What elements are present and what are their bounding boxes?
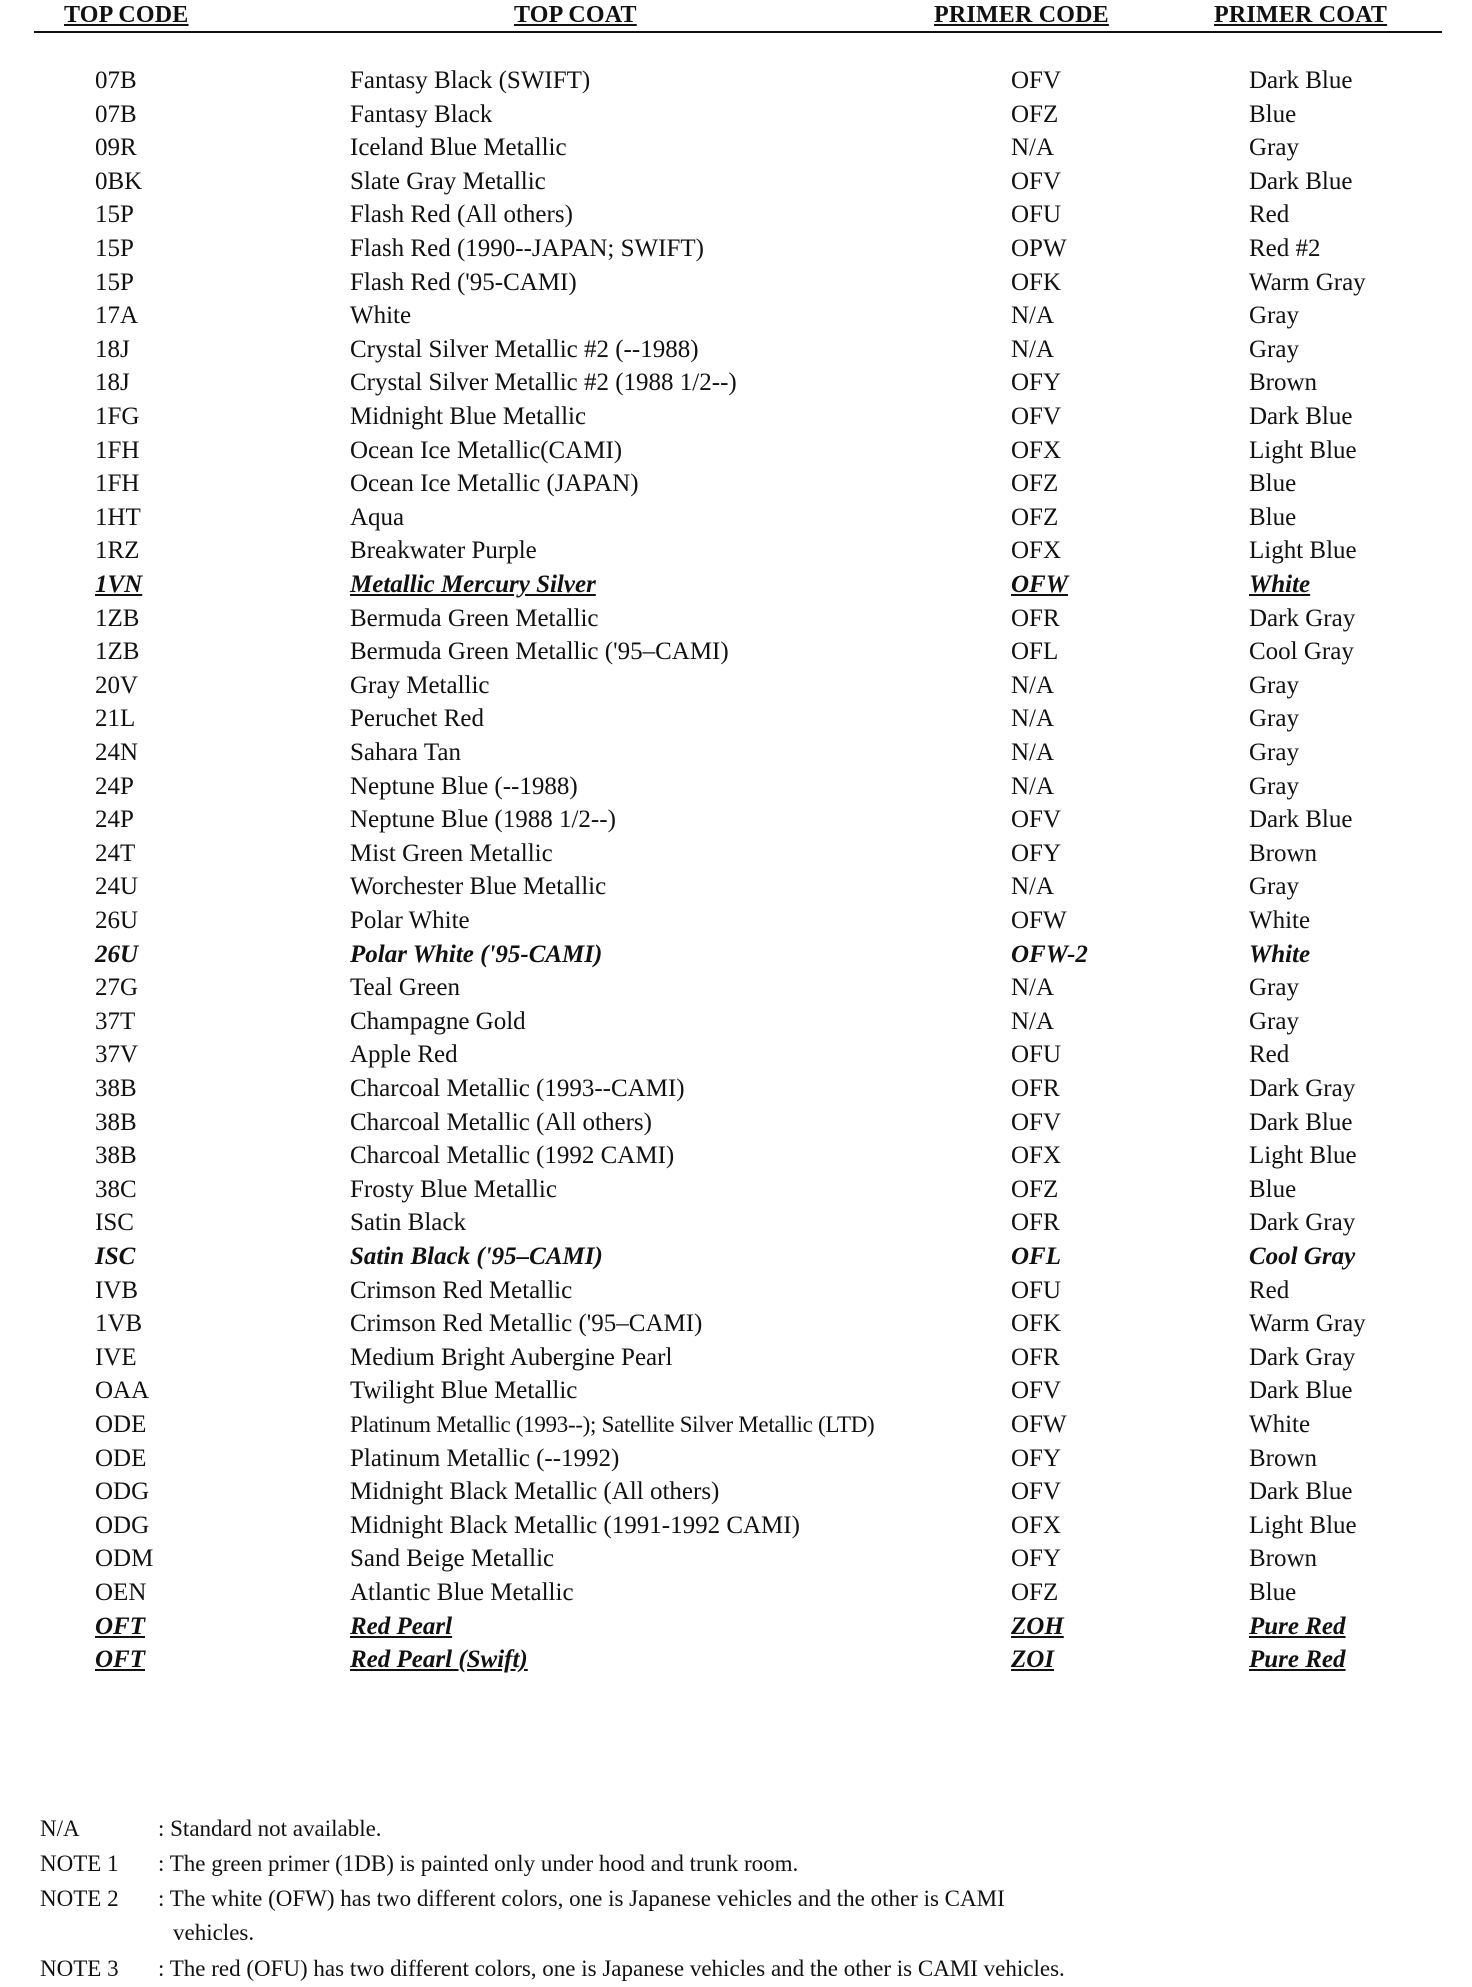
table-row [0,870,1472,904]
primer-coat-cell: Dark Gray [1249,1075,1356,1102]
top-coat-cell: Flash Red (All others) [350,201,573,229]
top-code-cell: 38B [95,1108,137,1136]
primer-code-cell: N/A [1011,772,1055,800]
primer-coat-cell: Dark Blue [1249,806,1353,834]
primer-coat-cell: Brown [1249,839,1318,867]
table-row [0,938,1472,972]
top-code-cell: OFT [95,1646,145,1674]
table-row [0,1374,1472,1408]
primer-coat-cell: Blue [1249,100,1297,128]
primer-code-cell: ZOH [1011,1612,1064,1640]
primer-code-cell: N/A [1011,739,1055,766]
top-code-cell: 18J [95,369,130,397]
primer-code-cell: OFL [1011,638,1059,666]
top-coat-cell: Red Pearl [350,1612,453,1640]
table-row [0,702,1472,736]
primer-code-cell: N/A [1011,335,1055,363]
table-row [0,1072,1472,1106]
top-code-cell: 21L [95,705,136,733]
table-row [0,333,1472,367]
top-coat-cell: Twilight Blue Metallic [350,1377,578,1405]
primer-coat-cell: Dark Blue [1249,1108,1353,1136]
note-text: : The green primer (1DB) is painted only under hood and trunk room. [158,1851,799,1876]
primer-coat-cell: Gray [1249,671,1299,699]
top-code-cell: 1HT [95,503,141,531]
primer-coat-cell: Brown [1249,1545,1318,1573]
top-coat-cell: Metallic Mercury Silver [350,571,596,598]
top-coat-cell: Atlantic Blue Metallic [350,1579,574,1606]
note-continuation: vehicles. [173,1920,255,1945]
primer-coat-cell: Pure Red [1249,1612,1346,1640]
table-row [0,837,1472,871]
top-coat-cell: Charcoal Metallic (All others) [350,1108,652,1136]
primer-code-cell: OFZ [1011,100,1059,128]
top-coat-cell: Slate Gray Metallic [350,167,546,195]
table-row [0,266,1472,300]
table-row [0,1005,1472,1039]
primer-coat-cell: Red [1249,1041,1290,1069]
table-row [0,1509,1472,1543]
top-coat-cell: Frosty Blue Metallic [350,1175,557,1203]
primer-coat-cell: Blue [1249,470,1297,498]
primer-coat-cell: White [1249,571,1311,598]
table-row [0,1610,1472,1644]
primer-coat-cell: Cool Gray [1249,638,1354,666]
primer-coat-cell: Dark Blue [1249,1377,1353,1405]
primer-coat-cell: Pure Red [1249,1646,1346,1674]
top-code-cell: 1FH [95,436,140,464]
top-coat-cell: Crystal Silver Metallic #2 (1988 1/2--) [350,369,737,397]
primer-code-cell: OFU [1011,1276,1062,1304]
top-coat-cell: White [350,302,412,330]
top-coat-cell: Medium Bright Aubergine Pearl [350,1343,673,1371]
table-row [0,1274,1472,1308]
table-row [0,534,1472,568]
note-label: NOTE 2 [40,1886,119,1911]
top-coat-cell: Platinum Metallic (1993--); Satellite Silver Metallic (LTD) [350,1412,875,1437]
table-header [34,0,1442,33]
top-code-cell: 1FH [95,470,140,498]
primer-code-cell: OFX [1011,1511,1062,1539]
top-coat-cell: Satin Black ('95–CAMI) [350,1243,603,1270]
top-coat-cell: Midnight Blue Metallic [350,403,587,430]
primer-coat-cell: Light Blue [1249,1511,1357,1539]
top-code-cell: ODM [95,1545,154,1573]
primer-coat-cell: White [1249,940,1311,968]
note-text: : The red (OFU) has two different colors, one is Japanese vehicles and the other is CAMI vehicles. [158,1956,1065,1981]
table-row [0,669,1472,703]
top-code-cell: IVB [95,1276,139,1304]
top-code-cell: 1FG [95,403,140,430]
table-row [0,1475,1472,1509]
primer-coat-cell: Gray [1249,739,1299,766]
primer-code-cell: OFX [1011,1142,1062,1170]
primer-coat-cell: White [1249,1411,1311,1438]
table-row [0,1341,1472,1375]
primer-coat-cell: Light Blue [1249,537,1357,565]
primer-coat-cell: Gray [1249,705,1299,733]
primer-coat-cell: Blue [1249,1579,1297,1606]
table-row [0,803,1472,837]
primer-coat-cell: Gray [1249,974,1299,1002]
top-coat-cell: Worchester Blue Metallic [350,873,607,901]
top-coat-cell: Flash Red ('95-CAMI) [350,268,577,296]
table-row [0,98,1472,132]
primer-code-cell: OFV [1011,403,1062,430]
primer-code-cell: OFZ [1011,470,1059,498]
primer-coat-cell: Warm Gray [1249,1310,1366,1338]
primer-coat-cell: Dark Blue [1249,167,1353,195]
top-code-cell: ISC [95,1209,134,1237]
table-row [0,1643,1472,1677]
table-row [0,434,1472,468]
top-coat-cell: Midnight Black Metallic (1991-1992 CAMI) [350,1511,800,1539]
top-coat-cell: Sand Beige Metallic [350,1545,555,1573]
primer-code-cell: OFU [1011,1041,1062,1069]
top-code-cell: 1ZB [95,604,140,632]
primer-code-cell: OFR [1011,604,1060,632]
primer-code-cell: OFY [1011,1444,1062,1472]
top-coat-cell: Midnight Black Metallic (All others) [350,1478,720,1506]
primer-code-cell: OFY [1011,369,1062,397]
top-coat-cell: Neptune Blue (--1988) [350,772,578,800]
table-row [0,1173,1472,1207]
primer-code-cell: OFZ [1011,1175,1059,1203]
table-row [0,770,1472,804]
primer-code-cell: OFX [1011,436,1062,464]
note-item [40,1812,1460,1847]
top-coat-cell: Flash Red (1990--JAPAN; SWIFT) [350,235,704,262]
primer-code-cell: N/A [1011,1007,1055,1035]
top-code-cell: 0BK [95,167,143,195]
primer-code-cell: OFY [1011,839,1062,867]
primer-coat-cell: Dark Blue [1249,67,1353,94]
note-item [40,1882,1460,1952]
primer-coat-cell: Blue [1249,503,1297,531]
top-code-cell: 15P [95,268,134,296]
primer-code-cell: OFR [1011,1075,1060,1102]
top-code-cell: 1ZB [95,638,140,666]
top-code-cell: 27G [95,974,139,1002]
table-row [0,501,1472,535]
primer-coat-cell: Cool Gray [1249,1243,1356,1270]
primer-code-cell: OFW [1011,571,1068,598]
primer-coat-cell: Blue [1249,1175,1297,1203]
top-code-cell: 24P [95,772,134,800]
header-primer-code: PRIMER CODE [934,2,1109,28]
table-row [0,1240,1472,1274]
top-code-cell: 09R [95,134,137,162]
top-coat-cell: Red Pearl (Swift) [350,1646,528,1674]
table-row [0,568,1472,602]
note-label: NOTE 1 [40,1851,119,1876]
primer-code-cell: N/A [1011,134,1055,162]
header-top-coat: TOP COAT [514,2,637,28]
top-code-cell: 18J [95,335,130,363]
table-row [0,1408,1472,1442]
table-row [0,299,1472,333]
primer-coat-cell: Dark Gray [1249,1343,1356,1371]
top-coat-cell: Bermuda Green Metallic ('95–CAMI) [350,638,729,666]
primer-code-cell: OFV [1011,1377,1062,1405]
top-code-cell: 26U [95,907,139,934]
primer-coat-cell: Gray [1249,134,1299,162]
top-coat-cell: Fantasy Black [350,100,493,128]
primer-code-cell: OFL [1011,1243,1061,1270]
primer-code-cell: OFZ [1011,503,1059,531]
top-code-cell: 20V [95,671,139,699]
table-row [0,904,1472,938]
top-code-cell: 24U [95,873,139,901]
primer-code-cell: N/A [1011,671,1055,699]
primer-coat-cell: Gray [1249,302,1299,330]
top-code-cell: 38B [95,1142,137,1170]
primer-code-cell: N/A [1011,302,1055,330]
top-code-cell: IVE [95,1343,137,1371]
top-code-cell: ODE [95,1444,147,1472]
top-code-cell: OFT [95,1612,145,1640]
top-code-cell: 15P [95,201,134,229]
primer-code-cell: OFR [1011,1209,1060,1237]
top-code-cell: ODG [95,1478,150,1506]
top-coat-cell: Gray Metallic [350,671,490,699]
primer-code-cell: N/A [1011,974,1055,1002]
note-item [40,1847,1460,1882]
table-row [0,1542,1472,1576]
top-coat-cell: Iceland Blue Metallic [350,134,567,162]
table-row [0,1442,1472,1476]
table-row [0,165,1472,199]
table-row [0,64,1472,98]
primer-coat-cell: Gray [1249,1007,1299,1035]
top-code-cell: 38C [95,1175,137,1203]
primer-coat-cell: White [1249,907,1311,934]
top-coat-cell: Apple Red [350,1041,458,1069]
table-row [0,1139,1472,1173]
top-coat-cell: Champagne Gold [350,1007,526,1035]
top-coat-cell: Charcoal Metallic (1992 CAMI) [350,1142,675,1170]
primer-code-cell: OFV [1011,167,1062,195]
top-code-cell: ODE [95,1411,147,1438]
top-coat-cell: Charcoal Metallic (1993--CAMI) [350,1075,685,1102]
primer-code-cell: OFV [1011,806,1062,834]
table-row [0,1576,1472,1610]
primer-coat-cell: Red [1249,1276,1290,1304]
primer-coat-cell: Dark Gray [1249,604,1356,632]
primer-code-cell: ZOI [1011,1646,1055,1674]
top-coat-cell: Crimson Red Metallic ('95–CAMI) [350,1310,703,1338]
primer-code-cell: OFV [1011,1108,1062,1136]
primer-code-cell: N/A [1011,873,1055,901]
notes-section [40,1812,1460,1987]
primer-code-cell: N/A [1011,705,1055,733]
table-row [0,1206,1472,1240]
note-label: NOTE 3 [40,1956,119,1981]
table-row [0,198,1472,232]
primer-coat-cell: Light Blue [1249,436,1357,464]
top-code-cell: 24T [95,839,136,867]
primer-coat-cell: Gray [1249,873,1299,901]
primer-code-cell: OFV [1011,1478,1062,1506]
top-coat-cell: Ocean Ice Metallic(CAMI) [350,436,623,464]
primer-coat-cell: Light Blue [1249,1142,1357,1170]
top-coat-cell: Teal Green [350,974,460,1002]
table-row [0,1106,1472,1140]
top-code-cell: 1VB [95,1310,143,1338]
top-code-cell: 37T [95,1007,136,1035]
primer-code-cell: OFW [1011,907,1067,934]
top-coat-cell: Crystal Silver Metallic #2 (--1988) [350,335,699,363]
table-row [0,400,1472,434]
top-code-cell: 07B [95,67,137,94]
primer-code-cell: OFU [1011,201,1062,229]
top-code-cell: OEN [95,1579,147,1606]
primer-code-cell: OFK [1011,268,1062,296]
top-coat-cell: Sahara Tan [350,739,461,766]
table-row [0,232,1472,266]
top-code-cell: 24N [95,739,139,766]
primer-code-cell: OFZ [1011,1579,1059,1606]
top-coat-cell: Polar White [350,907,470,934]
primer-coat-cell: Warm Gray [1249,268,1366,296]
primer-code-cell: OFR [1011,1343,1060,1371]
note-label: N/A [40,1816,80,1841]
top-code-cell: 1RZ [95,537,140,565]
primer-code-cell: OFY [1011,1545,1062,1573]
table-row [0,366,1472,400]
header-top-code: TOP CODE [64,2,189,28]
primer-code-cell: OFW [1011,1411,1067,1438]
table-row [0,1038,1472,1072]
top-code-cell: 26U [95,940,139,968]
table-row [0,467,1472,501]
top-coat-cell: Platinum Metallic (--1992) [350,1444,620,1472]
top-code-cell: ISC [95,1243,136,1270]
top-coat-cell: Breakwater Purple [350,537,537,565]
note-text: : The white (OFW) has two different colors, one is Japanese vehicles and the other is CAMI [158,1886,1005,1911]
primer-coat-cell: Red #2 [1249,235,1321,262]
primer-code-cell: OFW-2 [1011,940,1088,968]
top-coat-cell: Fantasy Black (SWIFT) [350,67,591,94]
top-code-cell: ODG [95,1511,150,1539]
table-row [0,635,1472,669]
primer-coat-cell: Dark Gray [1249,1209,1356,1237]
table-row [0,1307,1472,1341]
top-coat-cell: Ocean Ice Metallic (JAPAN) [350,470,639,498]
top-code-cell: 17A [95,302,139,330]
top-coat-cell: Peruchet Red [350,705,484,733]
table-row [0,131,1472,165]
top-coat-cell: Mist Green Metallic [350,839,553,867]
primer-coat-cell: Dark Blue [1249,1478,1353,1506]
primer-coat-cell: Red [1249,201,1290,229]
primer-coat-cell: Gray [1249,335,1299,363]
primer-coat-cell: Gray [1249,772,1299,800]
header-primer-coat: PRIMER COAT [1214,2,1388,28]
top-coat-cell: Neptune Blue (1988 1/2--) [350,806,616,834]
top-coat-cell: Crimson Red Metallic [350,1276,573,1304]
primer-code-cell: OFV [1011,67,1062,94]
note-text: : Standard not available. [158,1816,382,1841]
primer-code-cell: OPW [1011,235,1067,262]
table-row [0,602,1472,636]
top-code-cell: 38B [95,1075,137,1102]
primer-coat-cell: Brown [1249,1444,1318,1472]
table-row [0,971,1472,1005]
table-row [0,736,1472,770]
top-coat-cell: Aqua [350,503,405,531]
top-coat-cell: Polar White ('95-CAMI) [350,940,603,968]
top-code-cell: 24P [95,806,134,834]
top-code-cell: 37V [95,1041,139,1069]
top-coat-cell: Satin Black [350,1209,466,1237]
primer-coat-cell: Brown [1249,369,1318,397]
top-code-cell: 07B [95,100,137,128]
top-code-cell: OAA [95,1377,150,1405]
top-code-cell: 15P [95,235,134,262]
top-code-cell: 1VN [95,571,143,598]
primer-coat-cell: Dark Blue [1249,403,1353,430]
top-coat-cell: Bermuda Green Metallic [350,604,599,632]
primer-code-cell: OFK [1011,1310,1062,1338]
primer-code-cell: OFX [1011,537,1062,565]
